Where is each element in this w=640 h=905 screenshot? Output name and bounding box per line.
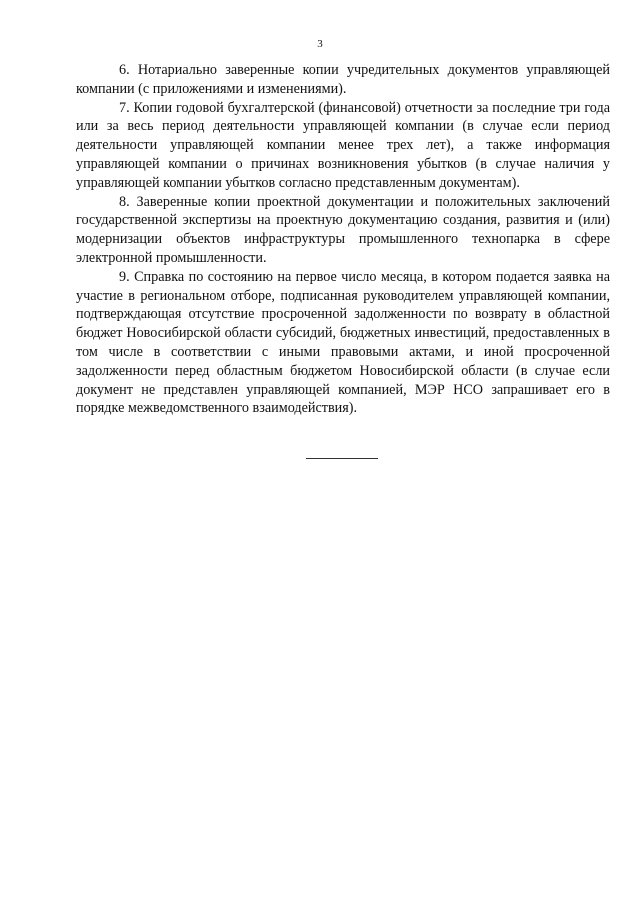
document-body	[76, 61, 610, 418]
list-item-7: 7. Копии годовой бухгалтерской (финансовой) отчетности за последние три года или за весь период деятельности управляющей компании (в случае если период деятельности управляющей компании менее трех лет), а также информация управляющей компании о причинах возникновения убытков (в случае наличия у управляющей компании убытков согласно представленным документам).	[76, 99, 610, 191]
end-separator-line	[306, 458, 378, 459]
list-item-6: 6. Нотариально заверенные копии учредительных документов управляющей компании (с приложениями и изменениями).	[76, 62, 610, 97]
list-item-8: 8. Заверенные копии проектной документации и положительных заключений государственной экспертизы на проектную документацию создания, развития и (или) модернизации объектов инфраструктуры промышленного технопарка в сфере электронной промышленности.	[76, 193, 610, 266]
page-number: 3	[317, 38, 323, 50]
list-item-9: 9. Справка по состоянию на первое число месяца, в котором подается заявка на участие в региональном отборе, подписанная руководителем управляющей компании, подтверждающая отсутствие просроченной задолженности по возврату в областной бюджет Новосибирской области субсидий, бюджетных инвестиций, предоставленных в том числе в соответствии с иными правовыми актами, и иной просроченной задолженности перед областным бюджетом Новосибирской области (в случае если документ не представлен управляющей компанией, МЭР НСО запрашивает его в порядке межведомственного взаимодействия).	[76, 268, 610, 417]
